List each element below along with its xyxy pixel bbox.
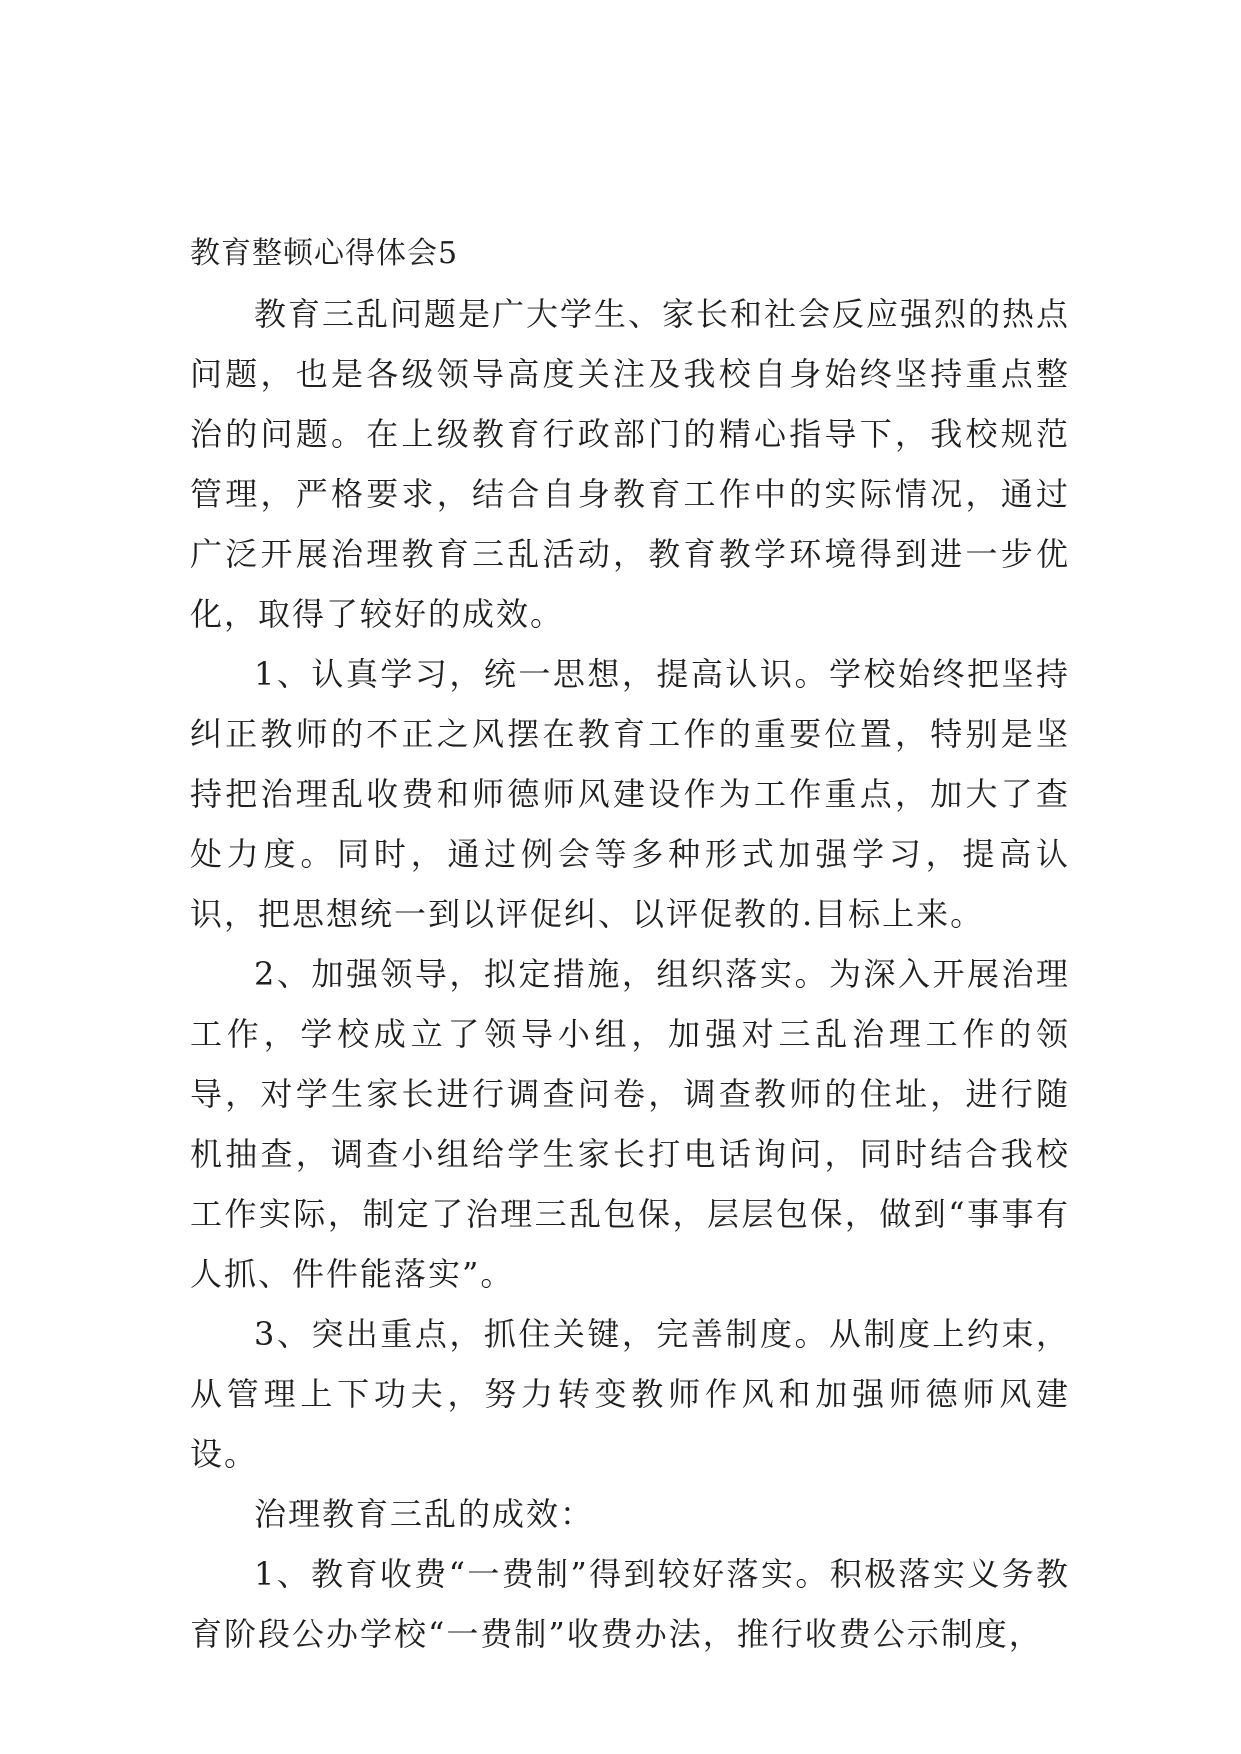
document-title: 教育整顿心得体会5 [190,236,459,271]
paragraph-point-3: 3、突出重点，抓住关键，完善制度。从制度上约束，从管理上下功夫，努力转变教师作风和加强师德师风建设。 [190,1315,1070,1473]
document-body [190,224,1070,1664]
paragraph-point-2: 2、加强领导，拟定措施，组织落实。为深入开展治理工作，学校成立了领导小组，加强对三乱治理工作的领导，对学生家长进行调查问卷，调查教师的住址，进行随机抽查，调查小组给学生家长打电话询问，同时结合我校工作实际，制定了治理三乱包保，层层包保，做到“事事有人抓、件件能落实”。 [190,955,1070,1293]
paragraph-intro: 教育三乱问题是广大学生、家长和社会反应强烈的热点问题，也是各级领导高度关注及我校自身始终坚持重点整治的问题。在上级教育行政部门的精心指导下，我校规范管理，严格要求，结合自身教育工作中的实际情况，通过广泛开展治理教育三乱活动，教育教学环境得到进一步优化，取得了较好的成效。 [190,295,1071,633]
paragraph-point-1: 1、认真学习，统一思想，提高认识。学校始终把坚持纠正教师的不正之风摆在教育工作的重要位置，特别是坚持把治理乱收费和师德师风建设作为工作重点，加大了查处力度。同时，通过例会等多种形式加强学习，提高认识，把思想统一到以评促纠、以评促教的.目标上来。 [190,655,1070,933]
paragraph-results-heading: 治理教育三乱的成效： [254,1495,595,1533]
paragraph-result-1: 1、教育收费“一费制”得到较好落实。积极落实义务教育阶段公办学校“一费制”收费办法，推行收费公示制度， [190,1555,1070,1653]
